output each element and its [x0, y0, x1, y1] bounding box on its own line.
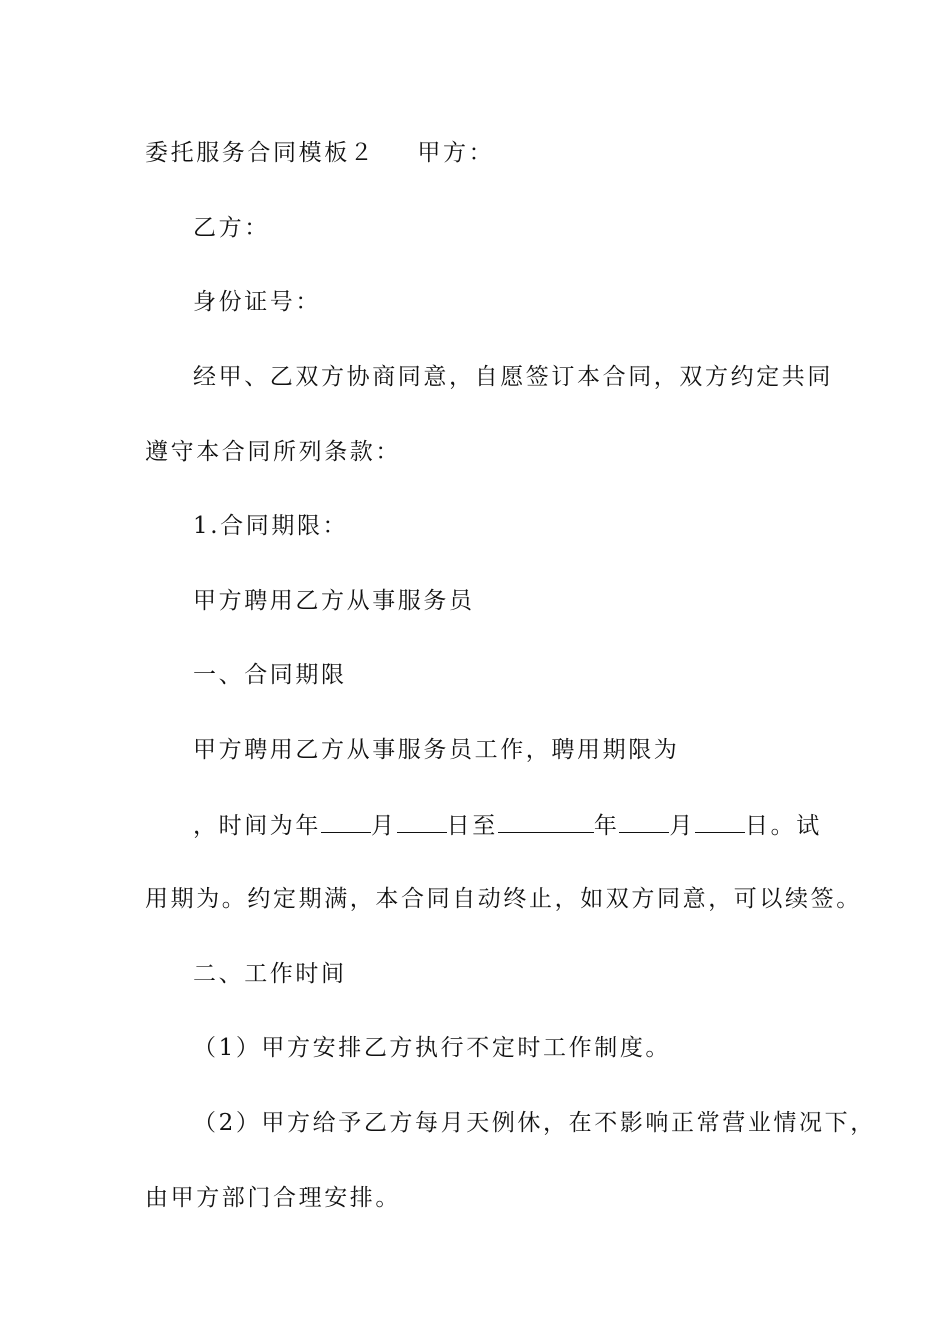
blank-year-2[interactable] [498, 810, 594, 833]
section-1-heading: 一、合同期限 [193, 662, 347, 688]
clause-2-line-2: 由甲方部门合理安排。 [145, 1185, 401, 1211]
blank-day-1[interactable] [397, 810, 447, 833]
term-year-2: 年 [593, 813, 620, 839]
party-a-label: 甲方： [417, 140, 495, 166]
section-2-heading: 二、工作时间 [193, 961, 347, 987]
section-1-term-line [193, 810, 822, 841]
intro-line-1: 经甲、乙双方协商同意，自愿签订本合同，双方约定共同 [193, 364, 833, 390]
term-prefix: ，时间为年 [193, 813, 321, 839]
item-1-heading: 1.合同期限： [193, 513, 349, 539]
id-number-label: 身份证号： [193, 289, 321, 315]
blank-month-1[interactable] [321, 810, 371, 833]
document-title: 委托服务合同模板２ [145, 140, 376, 166]
term-day-1: 日至 [446, 813, 498, 839]
clause-1: （1）甲方安排乙方执行不定时工作制度。 [193, 1035, 672, 1061]
party-b-label: 乙方： [193, 215, 270, 241]
term-month-1: 月 [371, 813, 397, 839]
clause-2-line-1: （2）甲方给予乙方每月天例休，在不影响正常营业情况下， [193, 1110, 876, 1136]
section-1-line-1: 甲方聘用乙方从事服务员工作，聘用期限为 [193, 737, 680, 763]
item-1-text: 甲方聘用乙方从事服务员 [193, 588, 475, 614]
term-month-2: 月 [669, 813, 696, 839]
section-1-line-3: 用期为。约定期满，本合同自动终止，如双方同意，可以续签。 [145, 886, 862, 912]
intro-line-2: 遵守本合同所列条款： [145, 439, 401, 465]
term-day-2: 日。试 [745, 813, 822, 839]
title-line [145, 138, 494, 168]
blank-month-2[interactable] [619, 810, 669, 833]
blank-day-2[interactable] [695, 810, 745, 833]
